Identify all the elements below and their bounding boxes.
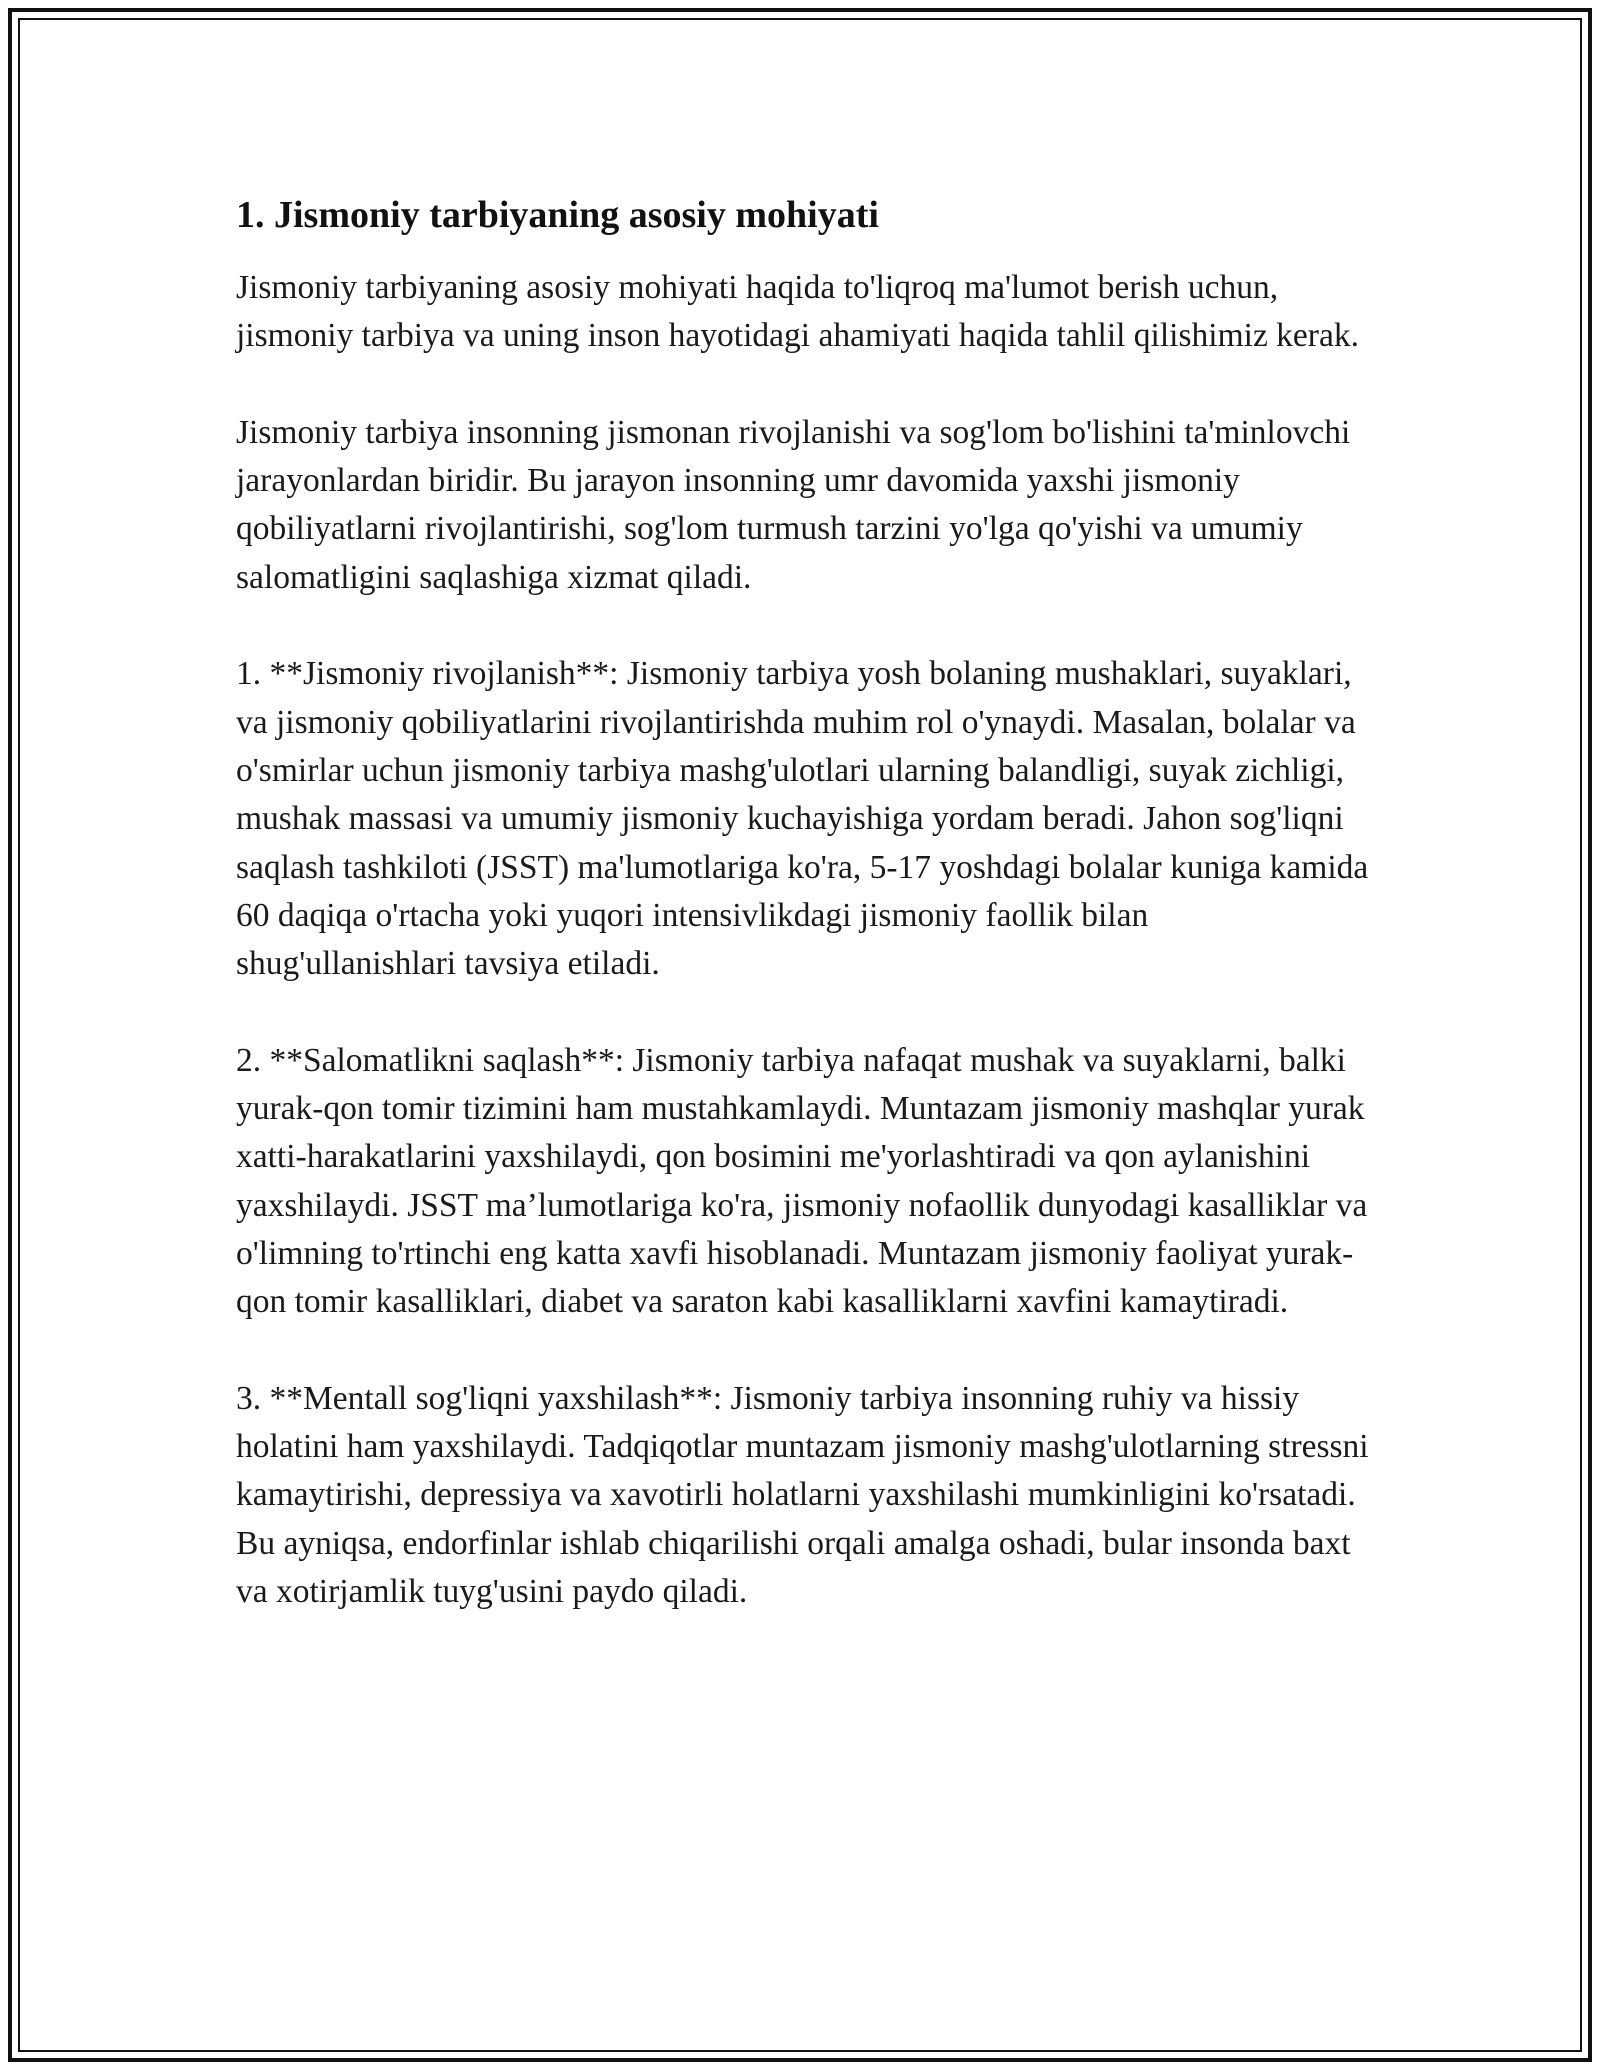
section-heading: 1. Jismoniy tarbiyaning asosiy mohiyati [236,194,879,236]
definition-paragraph: Jismoniy tarbiya insonning jismonan rivojlanishi va sog'lom bo'lishini ta'minlovchi jarayonlardan biridir. Bu jarayon insonning umr davomida yaxshi jismoniy qobiliyatlarni rivojlantirishi, sog'lom turmush tarzini yo'lga qo'yishi va umumiy salomatligini saqlashiga xizmat qiladi. [236,413,1351,596]
list-item-health-maintenance: 2. **Salomatlikni saqlash**: Jismoniy tarbiya nafaqat mushak va suyaklarni, balki yurak-qon tomir tizimini ham mustahkamlaydi. Muntazam jismoniy mashqlar yurak xatti-harakatlarini yaxshilaydi, qon bosimini me'yorlashtiradi va qon aylanishini yaxshilaydi. JSST ma’lumotlariga ko'ra, jismoniy nofaollik dunyodagi kasalliklar va o'limning to'rtinchi eng katta xavfi hisoblanadi. Muntazam jismoniy faoliyat yurak-qon tomir kasalliklari, diabet va saraton kabi kasalliklarni xavfini kamaytiradi. [236,1041,1368,1321]
intro-paragraph: Jismoniy tarbiyaning asosiy mohiyati haqida to'liqroq ma'lumot berish uchun, jismoniy tarbiya va uning inson hayotidagi ahamiyati haqida tahlil qilishimiz kerak. [236,269,1359,355]
list-item-physical-development: 1. **Jismoniy rivojlanish**: Jismoniy tarbiya yosh bolaning mushaklari, suyaklari, va jismoniy qobiliyatlarini rivojlantirishda muhim rol o'ynaydi. Masalan, bolalar va o'smirlar uchun jismoniy tarbiya mashg'ulotlari ularning balandligi, suyak zichligi, mushak massasi va umumiy jismoniy kuchayishiga yordam beradi. Jahon sog'liqni saqlash tashkiloti (JSST) ma'lumotlariga ko'ra, 5-17 yoshdagi bolalar kuniga kamida 60 daqiqa o'rtacha yoki yuqori intensivlikdagi jismoniy faollik bilan shug'ullanishlari tavsiya etiladi. [236,655,1369,983]
list-item-mental-health: 3. **Mentall sog'liqni yaxshilash**: Jismoniy tarbiya insonning ruhiy va hissiy holatini ham yaxshilaydi. Tadqiqotlar muntazam jismoniy mashg'ulotlarning stressni kamaytirishi, depressiya va xavotirli holatlarni yaxshilashi mumkinligini ko'rsatadi. Bu ayniqsa, endorfinlar ishlab chiqarilishi orqali amalga oshadi, bular insonda baxt va xotirjamlik tuyg'usini paydo qiladi. [236,1379,1369,1611]
document-body [236,186,1376,1616]
